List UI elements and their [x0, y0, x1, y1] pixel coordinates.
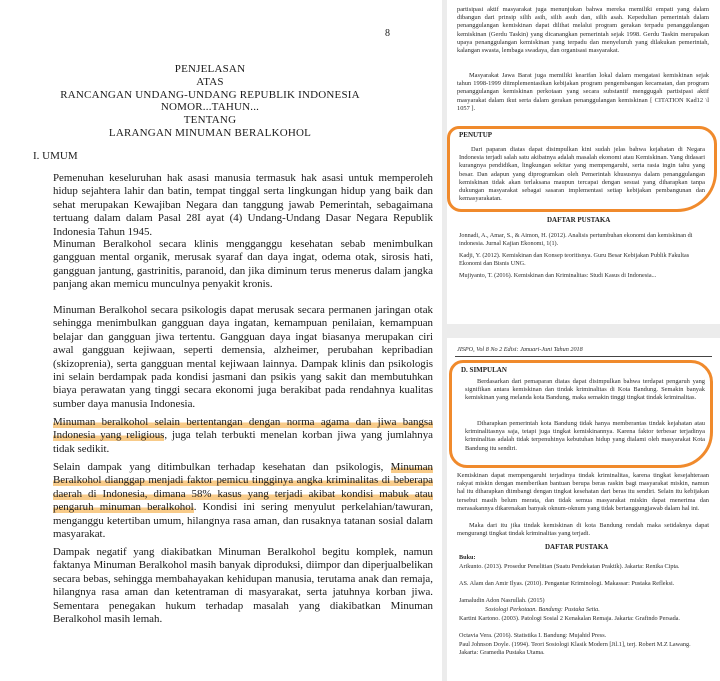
title-line: PENJELASAN: [174, 63, 246, 75]
reference-item: AS. Alam dan Amir Ilyas. (2010). Pengantar Kriminologi. Makassar: Pustaka Refleksi.: [459, 580, 675, 587]
annotation-circle: [447, 126, 717, 212]
page-number: 8: [385, 28, 390, 39]
section-heading: I. UMUM: [33, 150, 78, 162]
title-line: NOMOR...TAHUN...: [160, 101, 260, 114]
references-heading: DAFTAR PUSTAKA: [545, 543, 609, 551]
document-page-right-bottom: [447, 338, 720, 681]
paragraph-6: Dampak negatif yang diakibatkan Minuman Beralkohol begitu komplek, namun faktanya Minuman Beralkohol masih banyak diproduksi, diimpor dan diperjualbelikan secara bebas, sehingga membahayakan kehidupan manusia, terutama anak dan remaja, hilangnya rasa aman dan ketentraman di masyarakat, serta jatuhnya korban jiwa. Sementara penegakan hukum terhadap masalah yang diakibatkan Minuman Beralkohol masih lemah.: [53, 546, 433, 626]
paragraph-1: Pemenuhan keseluruhan hak asasi manusia termasuk hak asasi untuk memperoleh hidup sejahtera lahir dan batin, tempat tinggal serta lingkungan hidup yang baik dan sehat merupakan Kewajiban Negara dan tanggung jawab Pemerintah, sebagaimana tertuang dalam dalam Pasal 28I ayat (4) Undang-Undang Dasar Negara Republik Indonesia Tahun 1945.: [53, 172, 433, 238]
title-line: LARANGAN MINUMAN BERALKOHOL: [108, 126, 312, 139]
highlighted-text: Minuman Beralkohol dianggap menjadi faktor pemicu tingginya angka kriminalitas di beberapa daerah di Indonesia, dimana 58% kasus yang terjadi akibat kondisi mabuk atau pengaruh minuman beralkohol: [53, 461, 433, 514]
reference-item: Kadji, Y. (2012). Kemiskinan dan Konsep teoritisnya. Guru Besar Kebijakan Publik Fakultas Ekonomi dan Bisnis UNG.: [459, 252, 690, 267]
document-title: [60, 63, 360, 140]
paragraph-4: [53, 416, 433, 456]
body-text: Masyarakat Jawa Barat juga memiliki kearifan lokal dalam mengatasi kemiskinan sejak tahun 1998-1999 diimplementasikan kebijakan program pengembangan kecamatan, dan program penanggulangan kemiskinan perkotaan yang secara substantif menggugah partisipasi aktif masyarakat dalam ikut serta dalam gerakan penanggulangan kemiskinan [ CITATION Kad12 \l 1057 ].: [457, 72, 709, 112]
reference-item: Jonnadi, A., Amar, S., & Aimon, H. (2012). Analisis pertumbuhan ekonomi dan kemiskinan di indonesia. Jurnal Kajian Ekonomi, 1(1).: [459, 232, 693, 247]
conclusion-text: Berdasarkan dari pemaparan diatas dapat disimpulkan bahwa terdapat pengaruh yang signifikan antara kemiskinan dan tindak kriminalitas di Kota Bandung. Semakin banyak kemiskinan yang melanda kota Bandung, maka semakin tinggi tingkat tindak kriminalitas.: [465, 378, 705, 402]
paragraph-2: Minuman Beralkohol secara klinis mengganggu kesehatan sebab menimbulkan gangguan mental organik, merusak syaraf dan daya ingat, odema otak, sirosis hati, gangguan jantung, gastrinitis, paranoid, dan jika diminum terus menerus dalam jangka panjang akan memicu munculnya penyakit kronis.: [53, 238, 433, 291]
paragraph-text: . Kondisi ini sering menyulut perkelahian/tawuran, menganggu ketertiban umum, hilangnya rasa aman, dan rusaknya tatanan sosial dalam masyarakat.: [53, 501, 433, 541]
references-subheading: Buku:: [459, 554, 476, 561]
header-rule: [455, 356, 712, 357]
body-text: partisipasi aktif masyarakat juga menunjukan bahwa mereka memiliki empati yang dalam dibangun dari prinsip silih asih, silih asuh dan, silih asah. Kepedulian pemerintah dalam penanggulangan kemiskinan dapat dilihat melalui program gerakan terpadu penanggulangan kemiskinan (Gerdu Taskin) yang dicanangkan pemerintah sejak 1998. Gerdu Taskin merupakan upaya penanggulangan kemiskinan yang terpadu dan menyeluruh yang dilakukan pemerintah, kalangan swasta, lembaga swadaya, dan organisasi masyarakat.: [457, 6, 709, 55]
references-heading: DAFTAR PUSTAKA: [547, 216, 611, 224]
highlighted-text: Minuman beralkohol selain bertentangan dengan norma agama dan jiwa bangsa Indonesia yang religious: [53, 416, 433, 442]
title-line: ATAS: [196, 75, 224, 88]
journal-header: JISPO, Vol 8 No 2 Edisi: Januari-Juni Tahun 2018: [457, 346, 583, 353]
section-heading: D. SIMPULAN: [461, 366, 507, 374]
title-line: TENTANG: [183, 114, 237, 127]
body-text: Kemiskinan dapat mempengaruhi terjadinya tindak kriminalitas, karena tingkat kesejahteraan rakyat miskin dengan memberikan bantuan berupa beras raskin bagi masyarakat miskin, namun hal itu diharapkan diimbangi dengan tingkat kesehatan dari beras itu sendiri. Selain itu kebijakan tersebut masih belum merata, dan tidak semua masyarakat miskin dapat menerima dan merasakannya dikarenakan banyak oknum-oknum yang tidak bertanggungjawab dalam hal ini.: [457, 472, 709, 512]
section-heading: PENUTUP: [459, 131, 493, 139]
paragraph-text: , juga telah terbukti menelan korban jiwa yang jumlahnya tidak sedikit.: [53, 429, 433, 455]
conclusion-text: Diharapkan pemerintah kota Bandung tidak hanya memberantas tindak kejahatan atau kriminalitasnya saja, tetapi juga tingkat kemiskinannya. Karena faktor terbesar terjadinya kriminalitas adalah tidak terpenuhinya kebutuhan hidup yang dialami oleh masyarakat Kota Bandung itu sendiri.: [465, 420, 705, 452]
reference-item: Kartini Kartono. (2003). Patologi Sosial 2 Kenakalan Remaja. Jakarta: Grafindo Persada.: [459, 615, 680, 622]
reference-item: Mujiyanto, T. (2016). Kemiskinan dan Kriminalitas: Studi Kasus di Indonesia...: [459, 272, 657, 279]
reference-item: Jamaludin Adon Nasrullah. (2015): [459, 597, 545, 604]
paragraph-5: [53, 461, 433, 541]
conclusion-text: Dari paparan diatas dapat disimpulkan kini sudah jelas bahwa kejahatan di Negara Indonesia terjadi salah satu akibatnya adalah masalah ekonomi atau Kemiskinan. Yang didasari kurangnya pendidikan, lingkungan sekitar yang mempengaruhi, serta rasia ingin tahu yang besar. Dan adapun yang diprogramkan oleh Pemerintah khususnya dalam penanggulangan kemiskinan tidak akan terlaksana maupun tercapai dengan sesuai yang diharapkan tanpa dukungan masyarakat sebagai sasaran implementasi setiap kebijakan pembangunan dan kemasyarakatan.: [459, 146, 705, 203]
body-text: Maka dari itu jika tindak kemiskinan di kota Bandung rendah maka setidaknya dapat mengurangi tingkat tindak kriminalitas yang terjadi.: [457, 522, 709, 538]
reference-item: Octavia Vera. (2016). Statistika I. Bandung: Mujahid Press.: [459, 632, 607, 639]
document-page-right-top: [447, 0, 720, 324]
annotation-circle: [449, 360, 713, 468]
title-line: RANCANGAN UNDANG-UNDANG REPUBLIK INDONESIA: [60, 88, 360, 101]
paragraph-text: Selain dampak yang ditimbulkan terhadap kesehatan dan psikologis,: [53, 461, 391, 473]
reference-item: Arikunto. (2013). Prosedur Penelitian (Suatu Pendekatan Praktik). Jakarta: Renika Cipta.: [459, 563, 680, 570]
reference-item: Sosiologi Perkotaan. Bandung: Pustaka Setia.: [485, 606, 600, 613]
reference-item: Paul Johnson Doyle. (1994). Teori Sosiologi Klasik Modern [Jil.1], terj. Robert M.Z Lawang. Jakarta: Gramedia Pustaka Utama.: [459, 641, 691, 656]
paragraph-3: Minuman Beralkohol secara psikologis dapat merusak secara permanen jaringan otak sehingga menimbulkan gangguan daya ingatan, kemampuan penilaian, kemampuan belajar dan gangguan jiwa tertentu. Gangguan daya ingat biasanya merupakan ciri awal gangguan kejiwaan, seperti demensia, alzheimer, perubahan kepribadian (skizoprenia), serta gangguan mental kejiwaan lainnya. Dampak klinis dan psikologis ini selain berdampak pada kondisi jasmani dan psikis yang sakit dan membutuhkan biaya perawatan yang tinggi secara ekonomi juga berakibat pada rendahnya kualitas sumber daya manusia Indonesia.: [53, 304, 433, 410]
